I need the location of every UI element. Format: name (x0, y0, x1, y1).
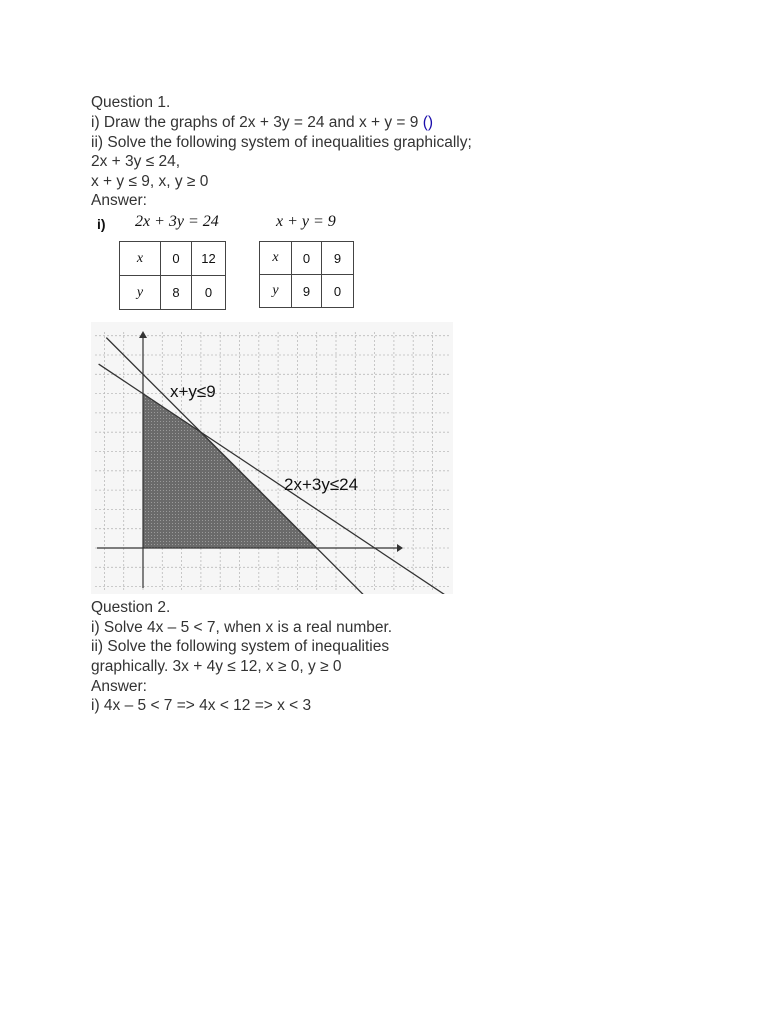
table1-row-x (120, 242, 226, 276)
q2-part-ii-b: graphically. 3x + 4y ≤ 12, x ≥ 0, y ≥ 0 (91, 658, 342, 675)
q1-inequality-1: 2x + 3y ≤ 24, (91, 153, 181, 170)
inequality-graph-svg (91, 322, 453, 594)
q1-heading: Question 1. (91, 94, 171, 111)
table2 (259, 241, 354, 308)
q1-part-ii: ii) Solve the following system of inequalities graphically; (91, 134, 472, 151)
table-cell: y (120, 276, 161, 310)
answer-part-label: i) (97, 216, 106, 232)
table-cell: 0 (161, 242, 192, 276)
label-x-plus-y: x+y≤9 (170, 382, 216, 401)
q2-part-ii-a: ii) Solve the following system of inequalities (91, 638, 390, 655)
table-cell: x (120, 242, 161, 276)
inequality-graph (91, 322, 453, 594)
table-cell: y (260, 275, 292, 308)
table1 (119, 241, 226, 310)
q2-part-i: i) Solve 4x – 5 < 7, when x is a real number. (91, 619, 393, 636)
table1-row-y (120, 276, 226, 310)
q1-answer-label: Answer: (91, 192, 147, 209)
table-cell: 9 (292, 275, 322, 308)
table2-row-y (260, 275, 354, 308)
q2-heading: Question 2. (91, 599, 171, 616)
q1-inequality-2: x + y ≤ 9, x, y ≥ 0 (91, 173, 209, 190)
table-cell: 0 (192, 276, 226, 310)
table2-equation: x + y = 9 (276, 213, 336, 230)
table2-row-x (260, 242, 354, 275)
table-cell: 9 (322, 242, 354, 275)
table-cell: 8 (161, 276, 192, 310)
q1-part-i-link[interactable]: () (422, 114, 434, 131)
table-cell: 12 (192, 242, 226, 276)
table-cell: x (260, 242, 292, 275)
table-cell: 0 (322, 275, 354, 308)
q1-part-i (91, 113, 433, 133)
q2-answer-label: Answer: (91, 678, 147, 695)
table1-equation: 2x + 3y = 24 (135, 213, 219, 230)
table-cell: 0 (292, 242, 322, 275)
q1-part-i-text: i) Draw the graphs of 2x + 3y = 24 and x + y = 9 (91, 114, 423, 131)
q2-answer-i: i) 4x – 5 < 7 => 4x < 12 => x < 3 (91, 697, 312, 714)
label-2x-plus-3y: 2x+3y≤24 (284, 475, 359, 494)
